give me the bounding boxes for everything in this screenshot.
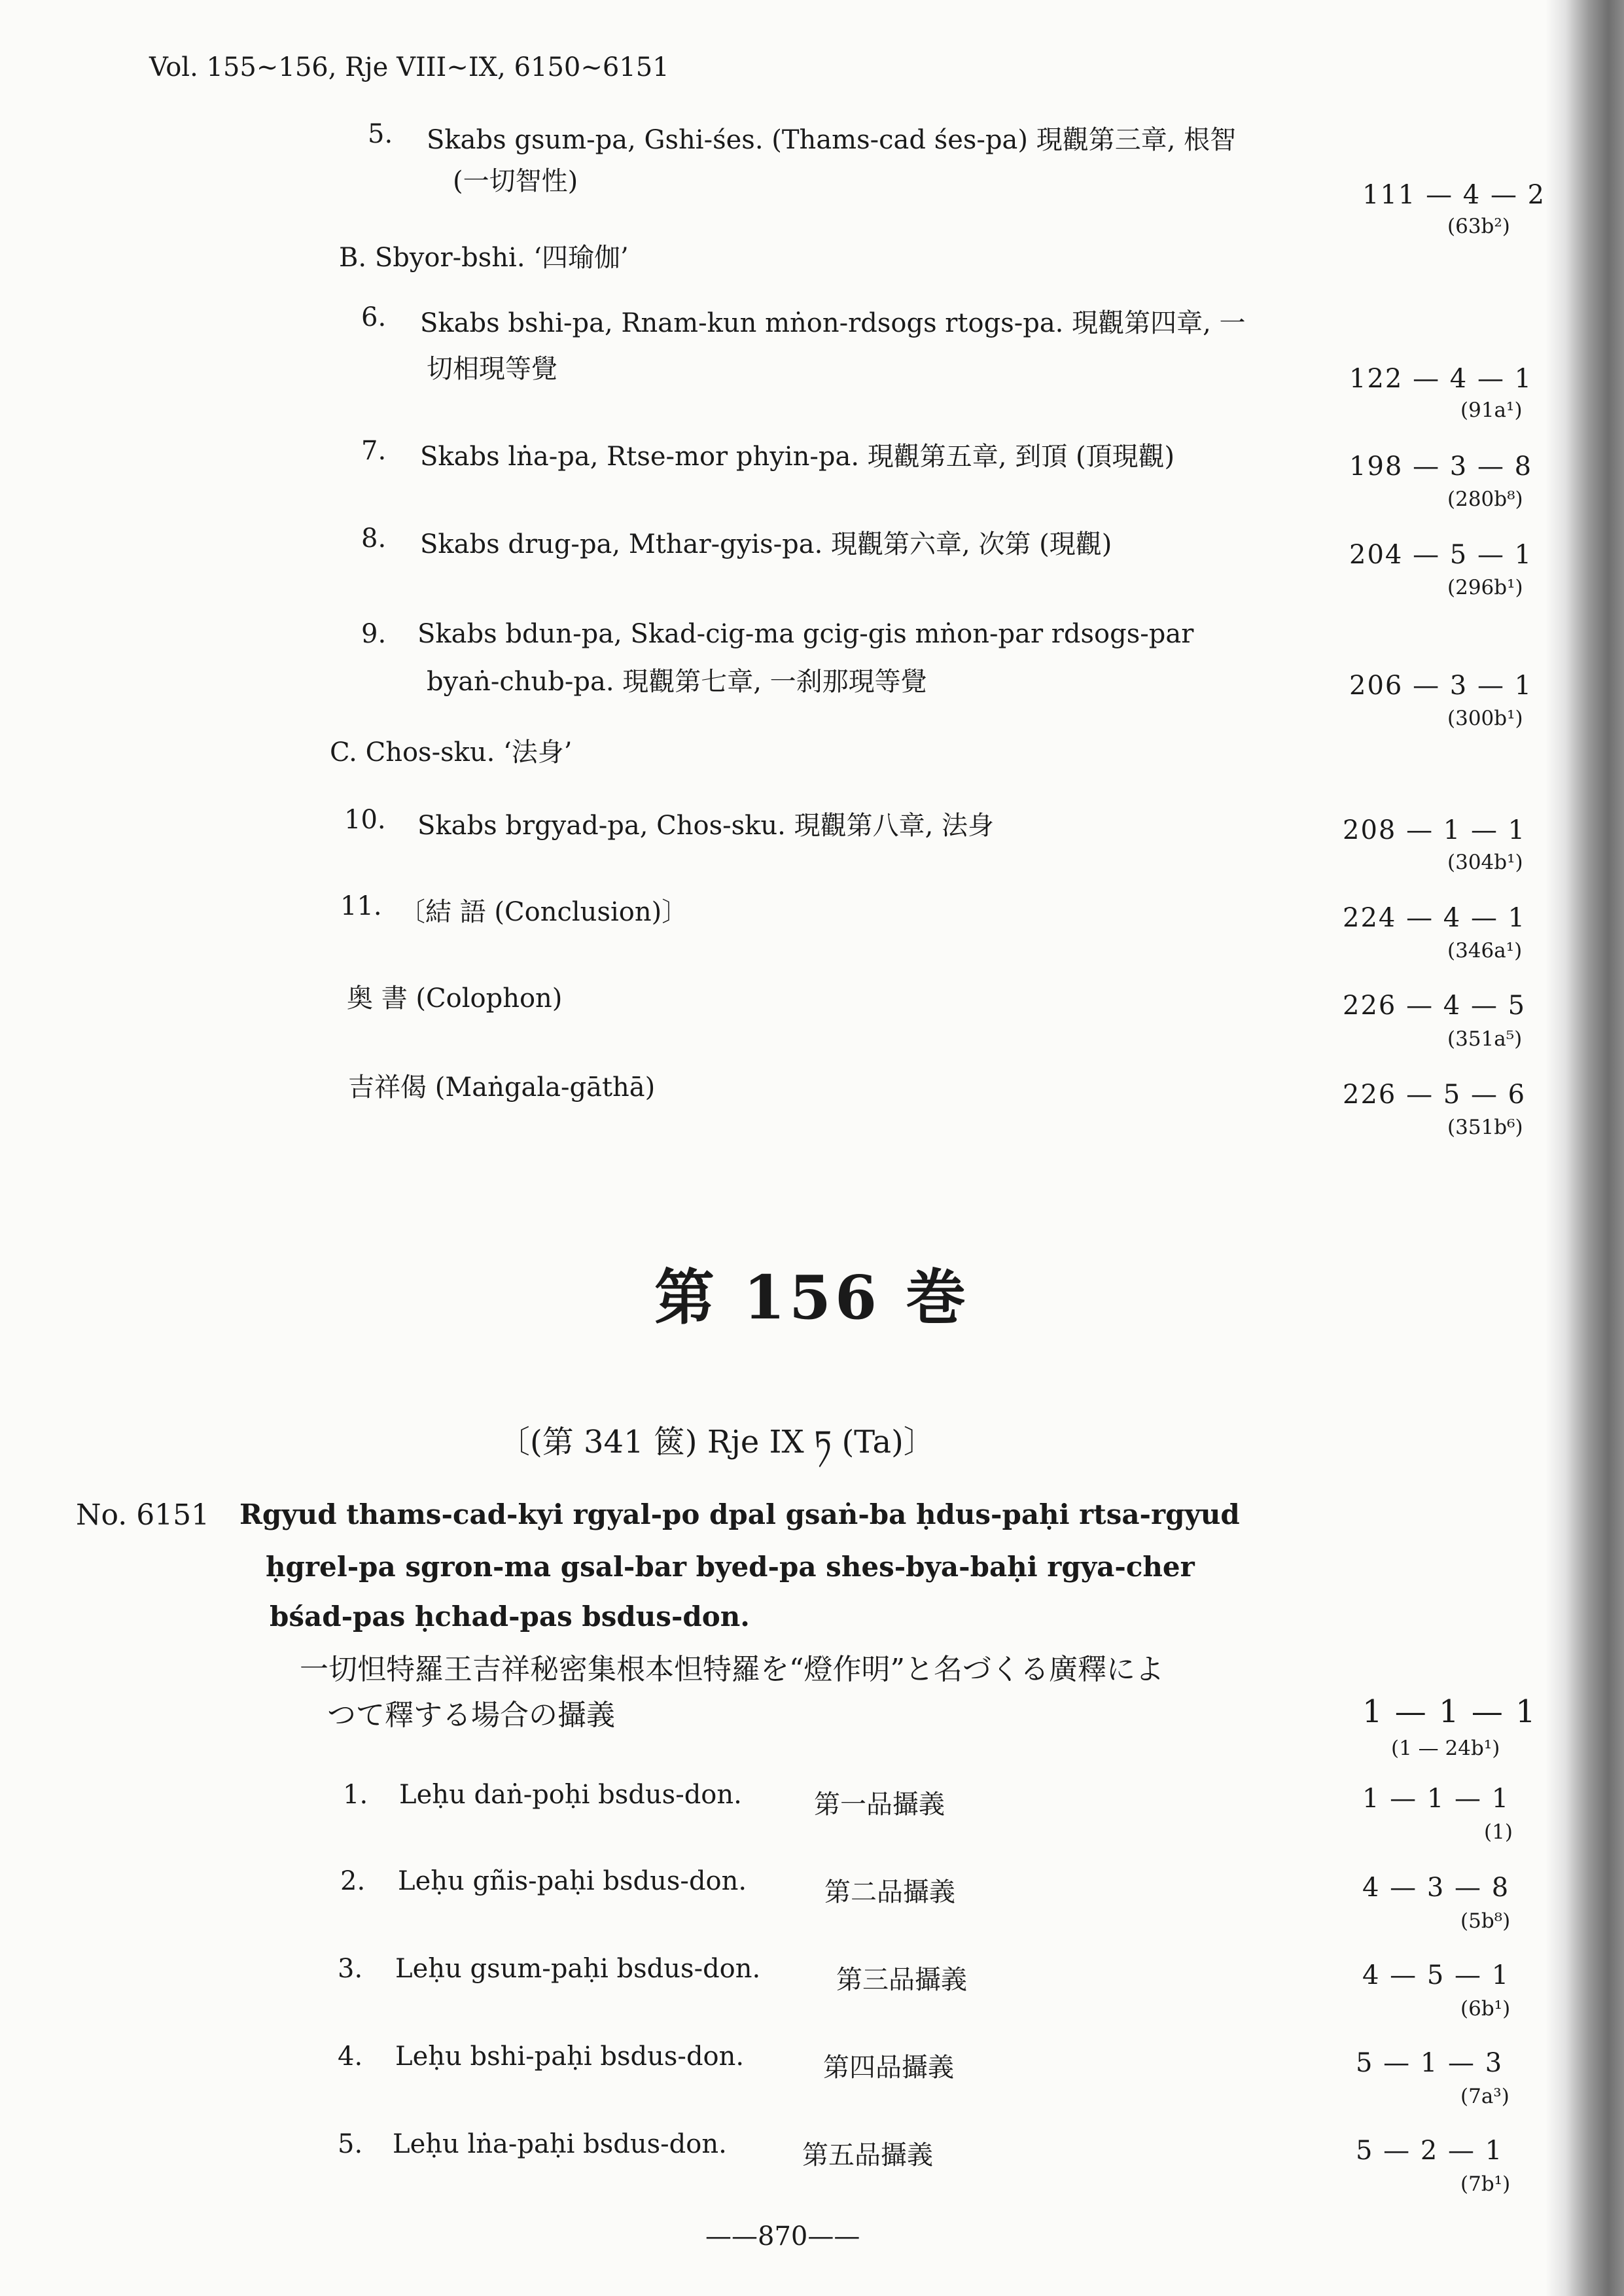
volume-title: 第 156 巻 <box>654 1262 970 1333</box>
item-number: 10. <box>344 805 386 835</box>
item-ref: 204 — 5 — 1 <box>1349 540 1533 570</box>
item-folio: (280b⁸) <box>1447 487 1523 511</box>
colophon-label: 奥 書 (Colophon) <box>347 983 563 1014</box>
entry-number: No. 6151 <box>76 1498 210 1532</box>
item-number: 7. <box>361 436 387 466</box>
chapter-text: Leḥu gsum-paḥi bsdus-don. <box>395 1954 761 1984</box>
entry-folio: (1 — 24b¹) <box>1391 1737 1500 1760</box>
scan-edge-shadow <box>1545 0 1624 2296</box>
section-c-heading: C. Chos-sku. ‘法身’ <box>330 737 573 768</box>
item-folio: (63b²) <box>1447 215 1510 238</box>
item-number: 9. <box>361 619 387 649</box>
item-folio: (346a¹) <box>1447 939 1523 963</box>
item-folio: (300b¹) <box>1447 707 1523 730</box>
item-folio: (296b¹) <box>1447 576 1523 599</box>
chapter-folio: (5b⁸) <box>1460 1909 1511 1933</box>
chapter-text: Leḥu daṅ-poḥi bsdus-don. <box>399 1780 742 1810</box>
mangala-gatha-label: 吉祥偈 (Maṅgala-gāthā) <box>348 1072 656 1103</box>
item-text: Skabs bdun-pa, Skad-cig-ma gcig-gis mṅon-par rdsogs-par <box>417 619 1194 649</box>
mangala-gatha-folio: (351b⁶) <box>1447 1116 1523 1139</box>
chapter-japanese: 第三品攝義 <box>836 1965 967 1995</box>
item-number: 8. <box>361 523 387 554</box>
chapter-japanese: 第五品攝義 <box>802 2140 933 2170</box>
chapter-folio: (1) <box>1484 1820 1513 1844</box>
item-text: Skabs brgyad-pa, Chos-sku. 現觀第八章, 法身 <box>417 811 994 841</box>
chapter-number: 2. <box>340 1866 366 1896</box>
entry-japanese-title: 一切怛特羅王吉祥秘密集根本怛特羅を“燈作明”と名づくる廣釋によ <box>300 1653 1164 1686</box>
chapter-ref: 5 — 1 — 3 <box>1356 2048 1504 2078</box>
chapter-japanese: 第二品攝義 <box>824 1877 955 1907</box>
colophon-folio: (351a⁵) <box>1447 1027 1523 1051</box>
chapter-number: 1. <box>343 1780 368 1810</box>
chapter-ref: 4 — 3 — 8 <box>1362 1873 1510 1903</box>
item-text: Skabs lṅa-pa, Rtse-mor phyin-pa. 現觀第五章, 到頂 (頂現觀) <box>420 442 1175 472</box>
chapter-text: Leḥu lṅa-paḥi bsdus-don. <box>393 2129 727 2159</box>
entry-japanese-title-continued: つて釋する場合の攝義 <box>327 1699 615 1732</box>
item-text-continued: (一切智性) <box>453 166 578 196</box>
item-ref: 198 — 3 — 8 <box>1349 451 1533 482</box>
item-text: Skabs drug-pa, Mthar-gyis-pa. 現觀第六章, 次第 (現觀) <box>420 529 1112 559</box>
chapter-text: Leḥu gñis-paḥi bsdus-don. <box>398 1866 747 1896</box>
item-text: Skabs gsum-pa, Gshi-śes. (Thams-cad śes-pa) 現觀第三章, 根智 <box>427 125 1237 155</box>
chapter-folio: (7b¹) <box>1460 2172 1511 2196</box>
item-text-continued: 切相現等覺 <box>427 354 557 384</box>
volume-subtitle: 〔(第 341 篋) Rje IX ཏ (Ta)〕 <box>499 1424 935 1460</box>
entry-title-line2: ḥgrel-pa sgron-ma gsal-bar byed-pa shes-bya-baḥi rgya-cher <box>266 1551 1195 1583</box>
chapter-japanese: 第四品攝義 <box>823 2053 954 2083</box>
item-folio: (91a¹) <box>1460 398 1523 422</box>
item-ref: 122 — 4 — 1 <box>1349 364 1533 394</box>
chapter-number: 5. <box>338 2129 363 2159</box>
item-number: 11. <box>340 891 382 921</box>
entry-title-line1: Rgyud thams-cad-kyi rgyal-po dpal gsaṅ-ba ḥdus-paḥi rtsa-rgyud <box>239 1498 1240 1530</box>
item-ref: 208 — 1 — 1 <box>1343 815 1527 845</box>
mangala-gatha-ref: 226 — 5 — 6 <box>1343 1080 1527 1110</box>
item-ref: 206 — 3 — 1 <box>1349 671 1533 701</box>
chapter-number: 3. <box>338 1954 363 1984</box>
item-ref: 111 — 4 — 2 <box>1362 180 1546 210</box>
chapter-number: 4. <box>338 2041 363 2072</box>
item-text: Skabs bshi-pa, Rnam-kun mṅon-rdsogs rtogs-pa. 現觀第四章, 一 <box>420 308 1246 338</box>
chapter-japanese: 第一品攝義 <box>814 1790 945 1820</box>
chapter-text: Leḥu bshi-paḥi bsdus-don. <box>395 2041 745 2072</box>
section-b-heading: B. Sbyor-bshi. ‘四瑜伽’ <box>339 243 629 273</box>
item-text: 〔結 語 (Conclusion)〕 <box>399 897 688 927</box>
item-text-continued: byaṅ-chub-pa. 現觀第七章, 一刹那現等覺 <box>427 667 927 697</box>
chapter-ref: 1 — 1 — 1 <box>1362 1784 1510 1814</box>
chapter-folio: (6b¹) <box>1460 1997 1511 2021</box>
page-number: ——870—— <box>705 2221 860 2252</box>
item-ref: 224 — 4 — 1 <box>1343 903 1527 933</box>
entry-ref: 1 — 1 — 1 <box>1362 1693 1537 1730</box>
chapter-ref: 5 — 2 — 1 <box>1356 2136 1504 2166</box>
colophon-ref: 226 — 4 — 5 <box>1343 991 1527 1021</box>
item-folio: (304b¹) <box>1447 851 1523 874</box>
chapter-ref: 4 — 5 — 1 <box>1362 1960 1510 1990</box>
chapter-folio: (7a³) <box>1460 2085 1509 2108</box>
item-number: 5. <box>368 119 393 149</box>
running-head: Vol. 155~156, Rje VIII~IX, 6150~6151 <box>149 52 669 82</box>
item-number: 6. <box>361 302 387 332</box>
entry-title-line3: bśad-pas ḥchad-pas bsdus-don. <box>270 1600 750 1633</box>
